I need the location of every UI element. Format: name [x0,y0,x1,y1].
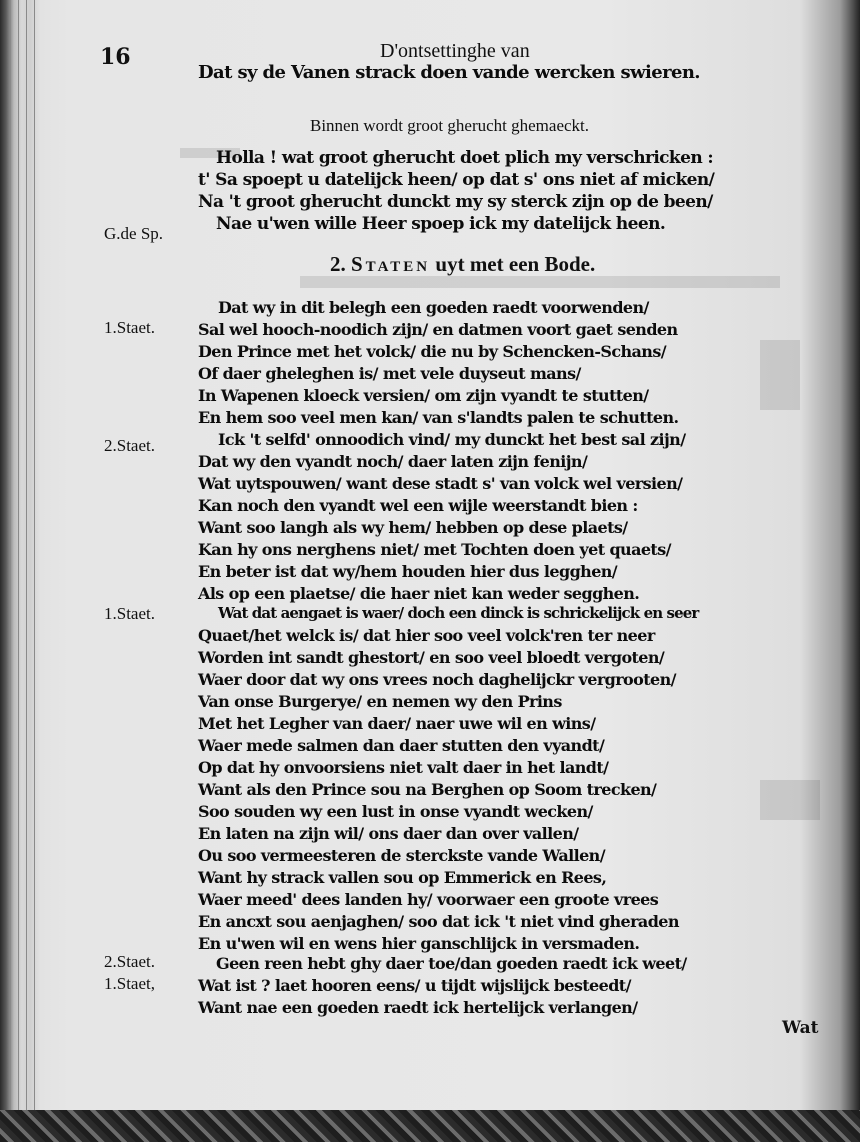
scene-heading-rest: uyt met een Bode. [435,252,596,276]
verse-line: Kan noch den vyandt wel een wijle weerstandt bien : [198,496,638,515]
verse-line: Ick 't selfd' onnoodich vind/ my dunckt het best sal zijn/ [218,430,686,449]
verse-line: Waer door dat wy ons vrees noch daghelijckr vergrooten/ [198,670,676,689]
verse-line: Want nae een goeden raedt ick hertelijck verlangen/ [198,998,638,1017]
verse-line: Want als den Prince sou na Berghen op Soom trecken/ [198,780,657,799]
verse-line: En laten na zijn wil/ ons daer dan over vallen/ [198,824,579,843]
page-edge-line [10,0,11,1142]
page-edge-line [18,0,19,1142]
marbled-book-edge [0,1110,860,1142]
stage-direction: Binnen wordt groot gherucht ghemaeckt. [310,116,590,135]
verse-line: Na 't groot gherucht dunckt my sy sterck zijn op de been/ [198,192,713,212]
verse-line: Worden int sandt ghestort/ en soo veel bloedt vergoten/ [198,648,665,667]
verse-line: Ou soo vermeesteren de sterckste vande Wallen/ [198,846,605,865]
verse-line: Nae u'wen wille Heer spoep ick my datelijck heen. [216,214,666,234]
verse-line: Geen reen hebt ghy daer toe/dan goeden raedt ick weet/ [216,954,687,973]
scene-heading-word: Staten [351,252,431,276]
show-through [760,340,800,410]
verse-line: Als op een plaetse/ die haer niet kan weder segghen. [198,584,640,603]
verse-line: Holla ! wat groot gherucht doet plich my verschricken : [216,148,714,168]
verse-line: Dat wy in dit belegh een goeden raedt voorwenden/ [218,298,649,317]
verse-line: Sal wel hooch-noodich zijn/ en datmen voort gaet senden [198,320,678,339]
verse-line: Quaet/het welck is/ dat hier soo veel volck'ren ter neer [198,626,655,645]
speaker-label: 2.Staet. [104,436,155,455]
verse-line: En beter ist dat wy/hem houden hier dus legghen/ [198,562,618,581]
verse-line: En u'wen wil en wens hier ganschlijck in versmaden. [198,934,640,953]
verse-line: En ancxt sou aenjaghen/ soo dat ick 't niet vind gheraden [198,912,679,931]
verse-line: Wat ist ? laet hooren eens/ u tijdt wijslijck besteedt/ [198,976,631,995]
verse-line: Kan hy ons nerghens niet/ met Tochten doen yet quaets/ [198,540,671,559]
show-through [760,780,820,820]
verse-line: Of daer gheleghen is/ met vele duyseut mans/ [198,364,581,383]
page-number: 16 [100,44,131,70]
verse-line: Waer mede salmen dan daer stutten den vyandt/ [198,736,605,755]
verse-line: En hem soo veel men kan/ van s'landts palen te schutten. [198,408,679,427]
verse-line: Dat sy de Vanen strack doen vande wercken swieren. [198,62,700,83]
verse-line: Den Prince met het volck/ die nu by Schencken-Schans/ [198,342,666,361]
verse-line: Dat wy den vyandt noch/ daer laten zijn fenijn/ [198,452,588,471]
speaker-label: 2.Staet. [104,952,155,971]
verse-line: Wat dat aengaet is waer/ doch een dinck is schrickelijck en seer [218,604,699,622]
page-edge-line [34,0,35,1142]
verse-line: Wat uytspouwen/ want dese stadt s' van volck wel versien/ [198,474,683,493]
verse-line: Met het Legher van daer/ naer uwe wil en wins/ [198,714,596,733]
verse-line: Op dat hy onvoorsiens niet valt daer in het landt/ [198,758,609,777]
page-edge-line [26,0,27,1142]
verse-line: In Wapenen kloeck versien/ om zijn vyandt te stutten/ [198,386,649,405]
verse-line: Soo souden wy een lust in onse vyandt wecken/ [198,802,593,821]
speaker-label: 1.Staet, [104,974,155,993]
scene-heading-number: 2. [330,252,346,276]
speaker-label: 1.Staet. [104,318,155,337]
verse-line: Van onse Burgerye/ en nemen wy den Prins [198,692,562,711]
verse-line: Want soo langh als wy hem/ hebben op dese plaets/ [198,518,628,537]
verse-line: Want hy strack vallen sou op Emmerick en Rees, [198,868,607,887]
speaker-label: 1.Staet. [104,604,155,623]
verse-line: Waer meed' dees landen hy/ voorwaer een groote vrees [198,890,659,909]
show-through [300,276,780,288]
scene-heading [330,252,595,277]
speaker-label: G.de Sp. [104,224,164,243]
running-header: D'ontsettinghe van [380,40,530,62]
catchword: Wat [782,1018,819,1038]
verse-line: t' Sa spoept u datelijck heen/ op dat s' ons niet af micken/ [198,170,715,190]
